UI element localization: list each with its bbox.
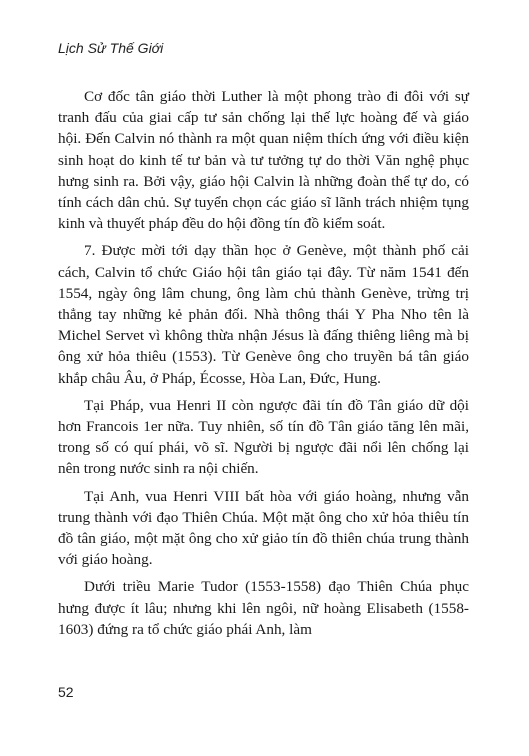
page-number: 52	[58, 684, 74, 700]
paragraph: Dưới triều Marie Tudor (1553-1558) đạo Thiên Chúa phục hưng được ít lâu; nhưng khi lên ngôi, nữ hoàng Elisabeth (1558-1603) đứng ra tổ chức giáo phái Anh, làm	[58, 578, 469, 638]
paragraph: 7. Được mời tới dạy thần học ở Genève, một thành phố cải cách, Calvin tổ chức Giáo hội tân giáo tại đây. Từ năm 1541 đến 1554, ngày ông lâm chung, ông làm chủ thành Genève, trừng trị thẳng tay những kẻ phản đối. Nhà thông thái Y Pha Nho tên là Michel Servet vì không thừa nhận Jésus là đấng thiêng liêng mà bị ông xử hỏa thiêu (1553). Từ Genève ông cho truyền bá tân giáo khắp châu Âu, ở Pháp, Écosse, Hòa Lan, Đức, Hung.	[58, 242, 469, 387]
running-header: Lịch Sử Thế Giới	[58, 40, 164, 56]
paragraph: Cơ đốc tân giáo thời Luther là một phong trào đi đôi với sự tranh đấu của giai cấp tư sản chống lại thế lực hoàng đế và giáo hội. Đến Calvin nó thành ra một quan niệm thích ứng với điều kiện sinh hoạt do kinh tế tư bản và tư tưởng tự do thời Văn nghệ phục hưng sinh ra. Bởi vậy, giáo hội Calvin là những đoàn thể tự do, có tính cách dân chủ. Sự tuyển chọn các giáo sĩ lãnh trách nhiệm tụng kinh và thuyết pháp đều do hội đồng tín đồ kiểm soát.	[58, 88, 469, 233]
body-text	[58, 86, 469, 646]
paragraph: Tại Anh, vua Henri VIII bất hòa với giáo hoàng, nhưng vẫn trung thành với đạo Thiên Chúa. Một mặt ông cho xử hỏa thiêu tín đồ tân giáo, một mặt ông cho xử giảo tín đồ thiên chúa trung thành với giáo hoàng.	[58, 487, 469, 569]
paragraph: Tại Pháp, vua Henri II còn ngược đãi tín đồ Tân giáo dữ dội hơn Francois 1er nữa. Tuy nhiên, số tín đồ Tân giáo tăng lên mãi, trong số có quí phái, võ sĩ. Người bị ngược đãi nổi lên chống lại nên trong nước sinh ra nội chiến.	[58, 396, 469, 478]
